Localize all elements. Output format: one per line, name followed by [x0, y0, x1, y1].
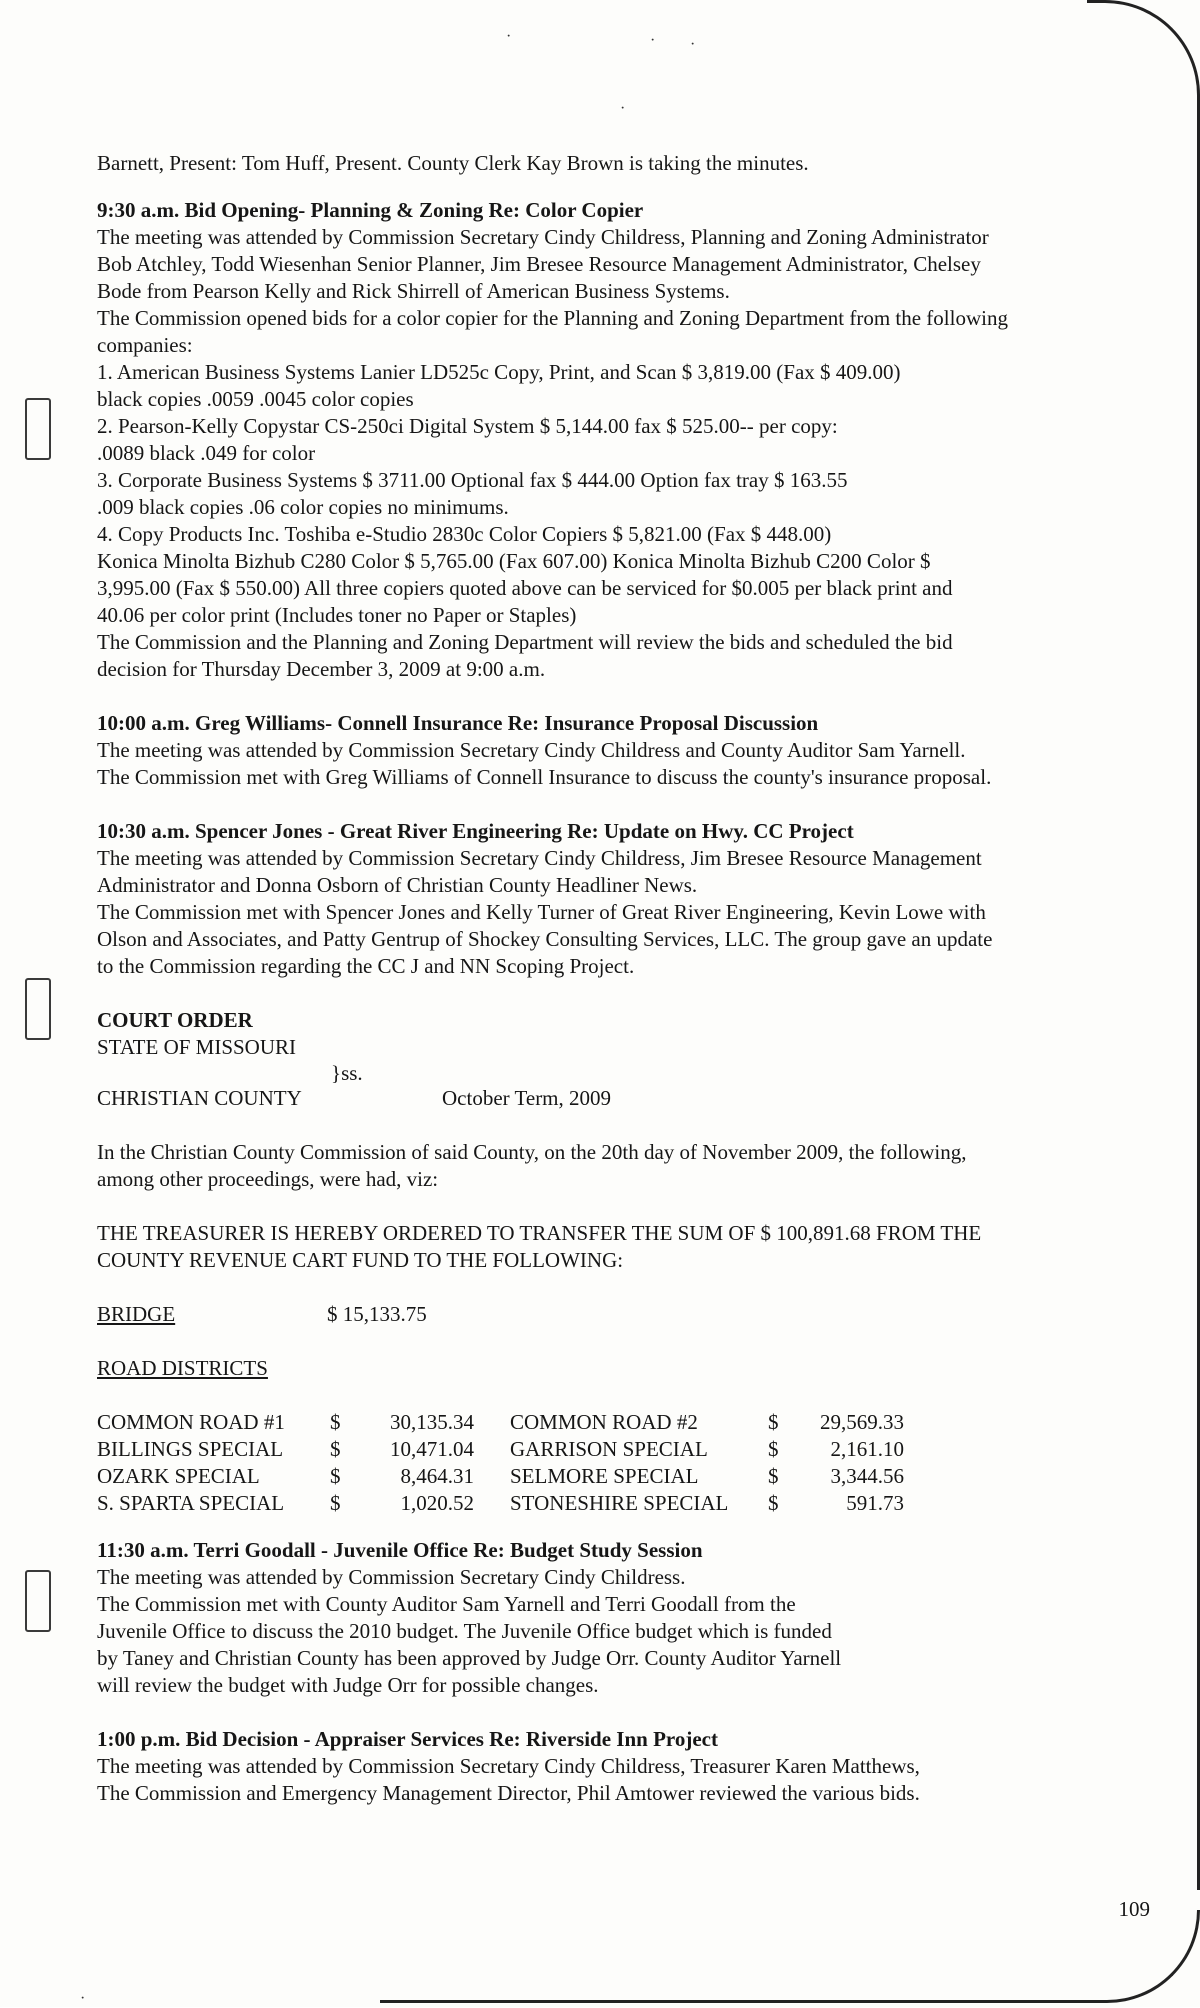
- order-line: COUNTY REVENUE CART FUND TO THE FOLLOWING:: [97, 1248, 624, 1272]
- road-name: STONESHIRE SPECIAL: [510, 1491, 729, 1515]
- section-line: The meeting was attended by Commission Secretary Cindy Childress, Treasurer Karen Matthews,: [97, 1754, 920, 1778]
- section-line: The Commission opened bids for a color copier for the Planning and Zoning Department from the following: [97, 306, 1008, 330]
- section-title: 10:00 a.m. Greg Williams- Connell Insurance Re: Insurance Proposal Discussion: [97, 711, 819, 735]
- bridge-amount: $ 15,133.75: [327, 1302, 427, 1326]
- section-juvenile-office: [97, 1537, 1117, 1699]
- scan-speck: ·: [80, 1990, 86, 2007]
- court-order-county: CHRISTIAN COUNTY: [97, 1086, 302, 1110]
- road-amount: 2,161.10: [830, 1437, 904, 1461]
- section-line: The meeting was attended by Commission Secretary Cindy Childress.: [97, 1565, 686, 1589]
- court-order: [97, 1007, 1117, 1517]
- road-amount: 30,135.34: [390, 1410, 474, 1434]
- table-row: [97, 1436, 904, 1463]
- section-line: The Commission and the Planning and Zoning Department will review the bids and scheduled the bid: [97, 630, 953, 654]
- section-line: The meeting was attended by Commission Secretary Cindy Childress, Jim Bresee Resource Management: [97, 846, 982, 870]
- road-name: BILLINGS SPECIAL: [97, 1437, 284, 1461]
- section-line: decision for Thursday December 3, 2009 at 9:00 a.m.: [97, 657, 546, 681]
- section-line: Juvenile Office to discuss the 2010 budget. The Juvenile Office budget which is funded: [97, 1619, 832, 1643]
- page-edge-bottom: [380, 2000, 1100, 2003]
- road-districts-label: ROAD DISTRICTS: [97, 1356, 268, 1380]
- road-name: OZARK SPECIAL: [97, 1464, 260, 1488]
- order-line: THE TREASURER IS HEREBY ORDERED TO TRANSFER THE SUM OF $ 100,891.68 FROM THE: [97, 1221, 982, 1245]
- section-line: The Commission met with County Auditor Sam Yarnell and Terri Goodall from the: [97, 1592, 796, 1616]
- currency-sign: $: [330, 1437, 341, 1461]
- minutes-text: [97, 150, 1117, 1807]
- section-line: The Commission met with Greg Williams of Connell Insurance to discuss the county's insurance proposal.: [97, 765, 992, 789]
- road-amount: 29,569.33: [820, 1410, 904, 1434]
- section-line: The Commission and Emergency Management Director, Phil Amtower reviewed the various bids.: [97, 1781, 920, 1805]
- section-insurance: [97, 710, 1117, 791]
- preamble-line: among other proceedings, were had, viz:: [97, 1167, 439, 1191]
- road-name: SELMORE SPECIAL: [510, 1464, 699, 1488]
- road-amount: 1,020.52: [400, 1491, 474, 1515]
- preamble-line: In the Christian County Commission of said County, on the 20th day of November 2009, the following,: [97, 1140, 967, 1164]
- court-order-term: October Term, 2009: [442, 1086, 612, 1110]
- bridge-label: BRIDGE: [97, 1302, 176, 1326]
- road-amount: 10,471.04: [390, 1437, 474, 1461]
- currency-sign: $: [768, 1491, 779, 1515]
- page-edge-top-right: [1087, 0, 1200, 113]
- table-row: [97, 1409, 904, 1436]
- section-line: 3,995.00 (Fax $ 550.00) All three copiers quoted above can be serviced for $0.005 per black print and: [97, 576, 953, 600]
- punch-hole-1: [25, 398, 51, 460]
- section-title: 10:30 a.m. Spencer Jones - Great River Engineering Re: Update on Hwy. CC Project: [97, 819, 854, 843]
- road-districts-table: [97, 1409, 904, 1517]
- section-line: Administrator and Donna Osborn of Christian County Headliner News.: [97, 873, 698, 897]
- scan-speck: ·: [650, 32, 656, 49]
- section-line: Bode from Pearson Kelly and Rick Shirrell of American Business Systems.: [97, 279, 730, 303]
- section-color-copier: [97, 197, 1117, 683]
- table-row: [97, 1490, 904, 1517]
- section-line: 4. Copy Products Inc. Toshiba e-Studio 2830c Color Copiers $ 5,821.00 (Fax $ 448.00): [97, 522, 832, 546]
- section-line: The meeting was attended by Commission Secretary Cindy Childress and County Auditor Sam Yarnell.: [97, 738, 966, 762]
- section-line: Konica Minolta Bizhub C280 Color $ 5,765.00 (Fax 607.00) Konica Minolta Bizhub C200 Color $: [97, 549, 931, 573]
- section-line: 40.06 per color print (Includes toner no Paper or Staples): [97, 603, 577, 627]
- section-line: to the Commission regarding the CC J and NN Scoping Project.: [97, 954, 635, 978]
- section-line: Bob Atchley, Todd Wiesenhan Senior Planner, Jim Bresee Resource Management Administrator, Chelsey: [97, 252, 981, 276]
- currency-sign: $: [330, 1410, 341, 1434]
- road-name: S. SPARTA SPECIAL: [97, 1491, 285, 1515]
- road-amount: 3,344.56: [830, 1464, 904, 1488]
- section-line: The Commission met with Spencer Jones and Kelly Turner of Great River Engineering, Kevin Lowe with: [97, 900, 986, 924]
- road-name: COMMON ROAD #2: [510, 1410, 698, 1434]
- scan-speck: ·: [506, 28, 512, 45]
- section-line: 3. Corporate Business Systems $ 3711.00 Optional fax $ 444.00 Option fax tray $ 163.55: [97, 468, 848, 492]
- section-title: 9:30 a.m. Bid Opening- Planning & Zoning Re: Color Copier: [97, 198, 644, 222]
- scan-speck: ·: [620, 100, 626, 117]
- punch-hole-3: [25, 1570, 51, 1632]
- section-appraiser-services: [97, 1726, 1117, 1807]
- section-title: 1:00 p.m. Bid Decision - Appraiser Services Re: Riverside Inn Project: [97, 1727, 718, 1751]
- road-amount: 591.73: [846, 1491, 904, 1515]
- currency-sign: $: [330, 1491, 341, 1515]
- court-order-ss: }ss.: [331, 1061, 363, 1085]
- court-order-state: STATE OF MISSOURI: [97, 1035, 297, 1059]
- intro-line: Barnett, Present: Tom Huff, Present. County Clerk Kay Brown is taking the minutes.: [97, 151, 809, 175]
- scan-speck: ·: [690, 36, 696, 53]
- court-order-title: COURT ORDER: [97, 1008, 253, 1032]
- section-line: The meeting was attended by Commission Secretary Cindy Childress, Planning and Zoning Administrator: [97, 225, 989, 249]
- section-line: will review the budget with Judge Orr for possible changes.: [97, 1673, 599, 1697]
- page-number: 109: [1118, 1897, 1150, 1921]
- section-line: 2. Pearson-Kelly Copystar CS-250ci Digital System $ 5,144.00 fax $ 525.00-- per copy:: [97, 414, 838, 438]
- page-edge-bottom-right: [1087, 1910, 1200, 2003]
- section-line: .0089 black .049 for color: [97, 441, 316, 465]
- currency-sign: $: [768, 1410, 779, 1434]
- section-title: 11:30 a.m. Terri Goodall - Juvenile Office Re: Budget Study Session: [97, 1538, 703, 1562]
- court-order-county-line: [97, 1085, 1117, 1112]
- section-line: black copies .0059 .0045 color copies: [97, 387, 414, 411]
- road-amount: 8,464.31: [400, 1464, 474, 1488]
- section-line: by Taney and Christian County has been approved by Judge Orr. County Auditor Yarnell: [97, 1646, 842, 1670]
- table-row: [97, 1463, 904, 1490]
- currency-sign: $: [330, 1464, 341, 1488]
- road-name: GARRISON SPECIAL: [510, 1437, 708, 1461]
- section-hwy-cc: [97, 818, 1117, 980]
- currency-sign: $: [768, 1437, 779, 1461]
- section-line: .009 black copies .06 color copies no minimums.: [97, 495, 509, 519]
- punch-hole-2: [25, 978, 51, 1040]
- road-name: COMMON ROAD #1: [97, 1410, 285, 1434]
- section-line: 1. American Business Systems Lanier LD525c Copy, Print, and Scan $ 3,819.00 (Fax $ 409.00): [97, 360, 901, 384]
- currency-sign: $: [768, 1464, 779, 1488]
- section-line: companies:: [97, 333, 193, 357]
- bridge-row: [97, 1301, 1117, 1328]
- section-line: Olson and Associates, and Patty Gentrup of Shockey Consulting Services, LLC. The group gave an update: [97, 927, 993, 951]
